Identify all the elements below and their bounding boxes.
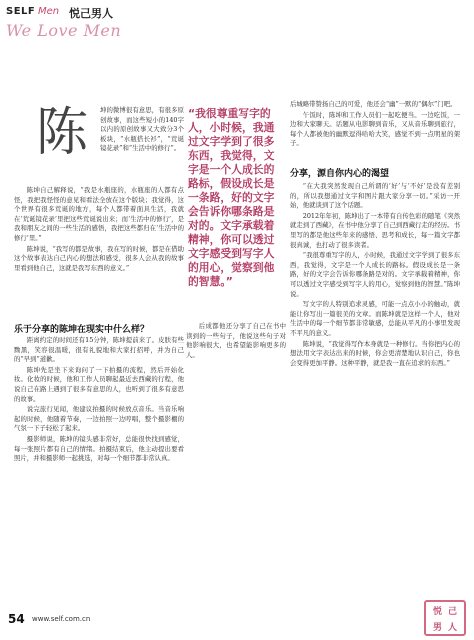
- section-heading-2: 分享，源自你内心的渴望: [290, 169, 390, 179]
- paragraph: 后城略带赞扬自己的可爱，他还会“幽”一默的“偶尔”门吧。: [290, 100, 457, 108]
- pull-quote-body: 我很尊重写字的人，小时候，我通过文字学到了很多东西，我觉得，文字是一个人成长的路标，假设成长是一条路，好的文字会告诉你哪条路是对的。文字承载着精神，你可以透过文字感受到写字人的用心，觉察到他的智慧。: [188, 107, 275, 288]
- stamp-char: 男: [432, 622, 442, 633]
- intro-paragraph: 坤的微博很有意思，有很多原创故事，而这些短小的140字以内的原创故事又大致分3个板块，“水瓶搭长衫”，“荒诞镜花录”和“生活中的修行”。: [100, 106, 184, 153]
- drop-cap: 陈: [35, 103, 88, 163]
- intro-column: [100, 106, 184, 155]
- section-heading-1: 乐于分享的陈坤在现实中什么样？: [14, 325, 150, 335]
- stamp-char: 己: [447, 606, 457, 617]
- page-number: 54: [8, 612, 25, 626]
- paragraph: “在大我突然发现自己所谓的‘好’与‘不好’是没有差别的，所以我想通过文字和图片跟大家分享一切。”采访一开始，他就谈到了这个话题。: [290, 182, 460, 210]
- section-tagline: We Love Men: [6, 21, 122, 40]
- column-1-section: [14, 336, 184, 465]
- paragraph: 写文字的人特别追求灵感，可能一点点小小的触动，就能让你写出一篇很美的文章。而陈坤就是这样一个人，他对生活中的每一个细节都非常敏感，总能从平凡的小事里发现不平凡的意义。: [290, 300, 460, 337]
- column-1: [14, 186, 184, 274]
- brand-men-tag: Men: [38, 6, 60, 17]
- paragraph: 陈坤先是坐下来询问了一下拍摄的流程，然后开始化妆。化妆的时候，他和工作人员聊起最近去西藏的行程，他说自己在路上遇到了很多有意思的人，也听到了很多有意思的故事。: [14, 365, 184, 403]
- column-3-top: [290, 100, 460, 150]
- footer-url: www.self.com.cn: [32, 615, 91, 623]
- column-2: [186, 322, 286, 361]
- stamp-char: 人: [447, 622, 457, 633]
- paragraph: 陈坤说，“我写的都是故事，我在写的时候，都是在借助这个故事表达自己内心的想法和感受，很多人会从我的故事里看到他自己，这就是我写东西的意义。”: [14, 244, 184, 272]
- paragraph: “我很尊重写字的人，小时候，我通过文字学到了很多东西，我觉得，文字是一个人成长的路标。假设成长是一条路，好的文字会告诉你哪条路是对的。文字承载着精神，你可以透过文字感受到写字人的用心，觉察到他的智慧。”陈坤说。: [290, 251, 460, 298]
- seal-stamp: [424, 600, 466, 636]
- section-header: [6, 6, 126, 44]
- pull-quote: [188, 107, 284, 289]
- section-title: 悦己男人: [69, 7, 113, 20]
- close-quote-mark: ”: [225, 275, 233, 288]
- paragraph: 距离约定的时间还有15分钟，陈坤提前来了。皮肤有些黝黑，笑容很温暖，很有礼貌地和大家打招呼，并为自己的“早到”道歉。: [14, 336, 184, 364]
- brand-logo: SELF: [6, 6, 36, 17]
- open-quote-mark: “: [188, 107, 196, 120]
- column-3: [290, 182, 460, 369]
- paragraph: 后成都他还分享了自己在书中读到的一些句子，他说这些句子对他影响很大，也希望能影响更多的人。: [186, 322, 286, 359]
- paragraph: 午饭时，陈坤和工作人员们一起吃便当。一边吃饭，一边和大家聊天。话题从电影聊到音乐，又从音乐聊到旅行，每个人都被他的幽默逗得哈哈大笑，感觉不到一点明星的架子。: [290, 110, 460, 148]
- paragraph: 2012年年初，陈坤出了一本带有自传色彩的随笔《突然就走到了西藏》，在书中他分享了自己到西藏行走的经历。书里写的都是他这些年来的感悟、思考和成长，每一篇文字都很真诚，也打动了很多读者。: [290, 211, 460, 249]
- pull-quote-text: [188, 107, 284, 289]
- paragraph: 陈坤说，“我觉得写作本身就是一种修行。当你把内心的想法用文字表达出来的时候，你会更清楚地认识自己，你也会变得更加平静。这种平静，就是我一直在追求的东西。”: [290, 339, 460, 367]
- paragraph: 陈坤自己解释说，“我是水瓶座的，水瓶座的人都有点怪，我把我怪怪的意见和看法全放在这个版块；我觉得，这个世界有很多荒诞的地方，每个人都带着面具生活，我就在‘荒诞镜花录’里把这些荒诞说出来；而‘生活中的修行’，是我和朋友之间的一些生活的感悟，我把这些都归在‘生活中的修行’里。”: [14, 186, 184, 242]
- paragraph: 摄影师说，陈坤的镜头感非常好，总能很快找到感觉，每一张照片都有自己的情绪。拍摄结束后，他主动提出要看照片，并和摄影师一起挑选，对每一个细节都非常认真。: [14, 434, 184, 463]
- stamp-char: 悦: [432, 606, 442, 617]
- paragraph: 说完旅行见闻，他建议拍摄的时候放点音乐。当音乐响起的时候，他随着节奏，一边拍照一边哼唱，整个摄影棚的气氛一下子轻松了起来。: [14, 405, 184, 433]
